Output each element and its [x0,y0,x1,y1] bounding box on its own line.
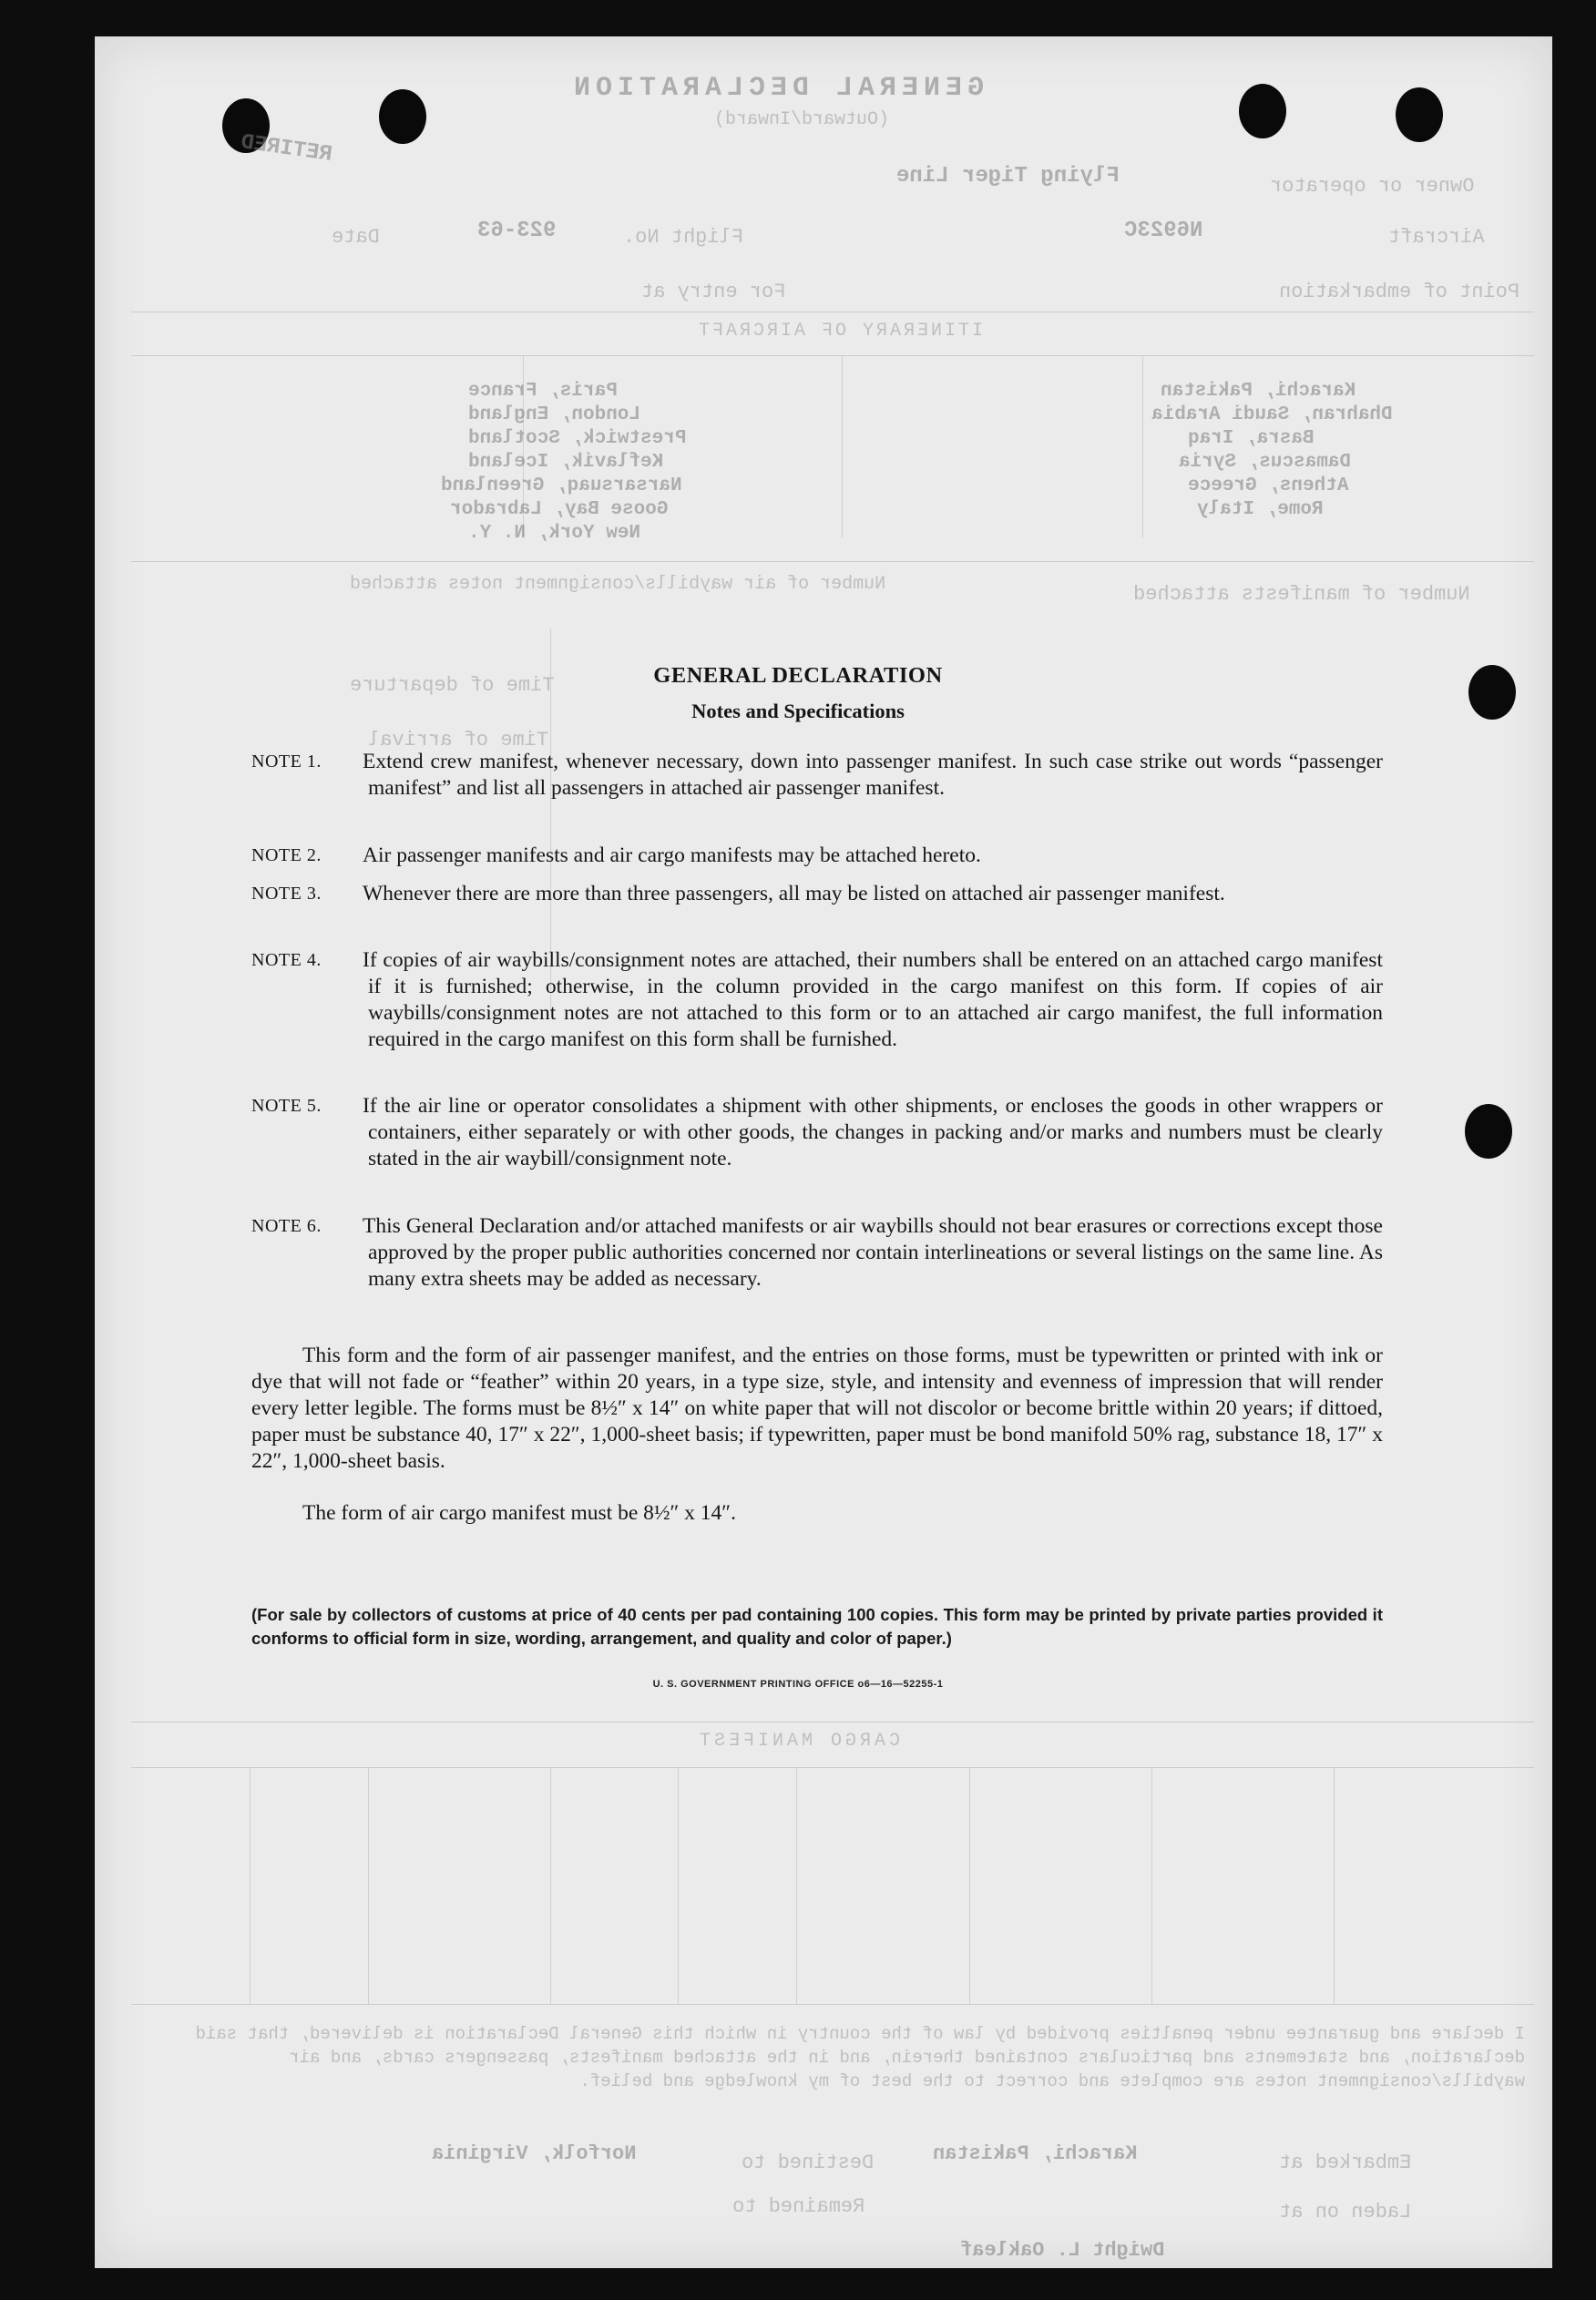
bleed-itinerary-title: ITINERARY OF AIRCRAFT [696,321,984,342]
bleed-owner-label: Owner or operator [1270,175,1475,198]
note-label: NOTE 5. [251,1096,322,1116]
bleed-flight-label: Flight No. [623,226,744,249]
note-label: NOTE 4. [251,950,322,970]
bleed-embarkation-label: Point of embarkation [1279,281,1520,303]
bleed-form-title: GENERAL DECLARATION [568,73,985,104]
bleed-itinerary-left-0: Paris, France [468,381,618,402]
note-text: Extend crew manifest, whenever necessary, down into passenger manifest. In such case strike out words “passenger manifest” and list all passengers in attached air passenger manifest. [363,750,1383,800]
bleed-itinerary-right-3: Damascus, Syria [1179,452,1352,473]
note-5 [251,1093,1383,1172]
printing-office-line: U. S. GOVERNMENT PRINTING OFFICE o6—16—52255-1 [652,1679,944,1690]
note-text: This General Declaration and/or attached manifests or air waybills should not bear erasures or corrections except those approved by the proper public authorities concerned nor contain interlineations or several listings on the same line. As many extra sheets may be added as necessary. [363,1214,1383,1291]
bleed-itinerary-left-1: London, England [468,404,641,425]
bleed-form-subtitle: (Outward/Inward) [714,109,890,130]
note-label: NOTE 6. [251,1216,322,1236]
bleed-itinerary-right-5: Rome, Italy [1197,499,1324,520]
bleed-owner-value: Flying Tiger Line [896,164,1120,189]
bleed-destined-label: Destined to [742,2152,875,2174]
bleed-embarked-label: Embarked at [1279,2152,1412,2174]
bleed-cargo-manifest-title: CARGO MANIFEST [696,1731,901,1752]
bleed-manifests-label: Number of manifests attached [1133,583,1470,606]
bleed-departure-label: Time of departure [350,674,555,697]
note-text: Air passenger manifests and air cargo manifests may be attached hereto. [363,843,981,867]
page-title: GENERAL DECLARATION [653,663,943,688]
bleed-itinerary-left-4: Narsarsuaq, Greenland [441,475,682,496]
bleed-declaration-text: I declare and guarantee under penalties provided by law of the country in which this General Declaration is delivered, that said declaration, and statements and particulars contained therein, and in the attached manifests, passengers cards, and air waybills/consignment notes are complete and correct to the best of my knowledge and belief. [195,2024,1525,2091]
bleed-itinerary-left-3: Keflavik, Iceland [468,452,664,473]
bleed-itinerary-right-1: Dhahran, Saudi Arabia [1151,404,1393,425]
note-label: NOTE 3. [251,884,322,904]
bleed-stamp: RETIRED [239,130,334,168]
bleed-arrival-label: Time of arrival [368,729,549,751]
note-text: Whenever there are more than three passengers, all may be listed on attached air passenger manifest. [363,882,1225,905]
bleed-itinerary-right-0: Karachi, Pakistan [1161,381,1356,402]
note-text: If copies of air waybills/consignment notes are attached, their numbers shall be entered on an attached cargo manifest if it is furnished; otherwise, in the column provided in the cargo manifest on this form. If copies of air waybills/consignment notes are not attached to this form or to an attached air cargo manifest, the full information required in the cargo manifest on this form shall be furnished. [363,948,1383,1051]
note-text: If the air line or operator consolidates a shipment with other shipments, or encloses the goods in other wrappers or containers, either separately or with other goods, the changes in packing and/or marks and numbers must be clearly stated in the air waybill/consignment note. [363,1094,1383,1170]
bleed-itinerary-left-5: Goose Bay, Labrador [450,499,669,520]
sale-notice: (For sale by collectors of customs at price of 40 cents per pad containing 100 copies. This form may be printed by private parties provided it conforms to official form in size, wording, arrangement, and quality and color of paper.) [251,1605,1383,1648]
punch-hole [1396,87,1443,142]
bleed-itinerary-left-6: New York, N. Y. [468,523,641,544]
bleed-itinerary-left-2: Prestwick, Scotland [468,428,687,449]
note-3 [251,881,1383,907]
note-1 [251,749,1383,802]
note-2 [251,843,1383,869]
bleed-remained-label: Remained to [732,2195,865,2218]
bleed-entry-label: For entry at [641,281,786,303]
bleed-laden-label: Laden on at [1279,2201,1412,2223]
punch-hole [1239,84,1286,138]
note-6 [251,1213,1383,1293]
punch-hole [379,89,426,144]
bleed-flight-value: 923-63 [477,219,557,243]
note-label: NOTE 1. [251,751,322,772]
bleed-itinerary-right-2: Basra, Iraq [1188,428,1315,449]
punch-hole [1465,1104,1512,1159]
bleed-signature: Dwight L. Oakleaf [960,2239,1165,2262]
note-label: NOTE 2. [251,845,322,865]
bleed-itinerary-right-4: Athens, Greece [1188,475,1349,496]
bleed-aircraft-value: N6923C [1124,219,1203,243]
bleed-destined-value: Norfolk, Virginia [432,2142,637,2165]
note-4 [251,947,1383,1053]
form-requirements-paragraph: This form and the form of air passenger manifest, and the entries on those forms, must be typewritten or printed with ink or dye that will not fade or “feather” within 20 years, in a type size, style, and intensity and evenness of impression that will render every letter legible. The forms must be 8½″ x 14″ on white paper that will not discolor or become brittle within 20 years; if dittoed, paper must be substance 40, 17″ x 22″, 1,000-sheet basis; if typewritten, paper must be bond manifold 50% rag, substance 18, 17″ x 22″, 1,000-sheet basis. [251,1344,1383,1473]
bleed-aircraft-label: Aircraft [1388,226,1485,249]
page-subtitle: Notes and Specifications [691,700,905,722]
cargo-manifest-size: The form of air cargo manifest must be 8½″ x 14″. [302,1501,736,1525]
bleed-embarked-value: Karachi, Pakistan [933,2142,1138,2165]
bleed-date-label: Date [332,226,380,249]
bleed-waybills-label: Number of air waybills/consignment notes attached [350,574,886,595]
